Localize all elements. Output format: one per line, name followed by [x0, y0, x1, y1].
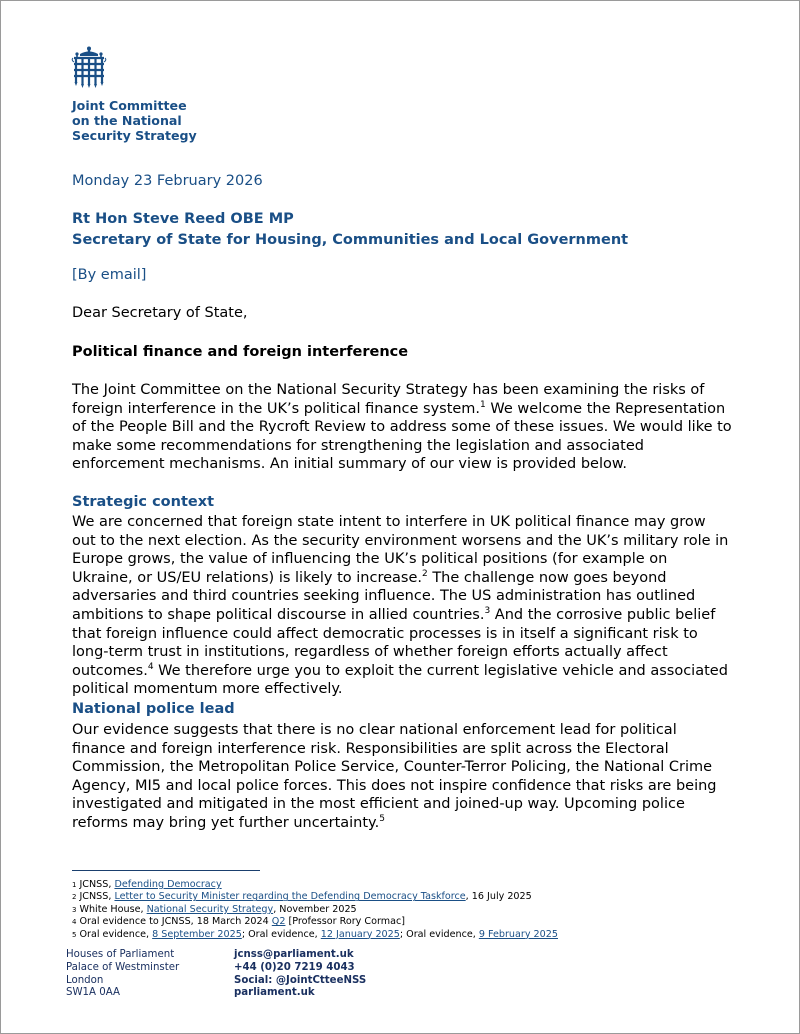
footnote-link[interactable]: Defending Democracy: [114, 879, 222, 890]
address-line: London: [66, 974, 104, 986]
section-heading-national-police-lead: National police lead: [72, 701, 235, 717]
committee-line: on the National: [72, 113, 182, 128]
footnote-text: ; Oral evidence,: [399, 928, 479, 940]
paragraph-text: Our evidence suggests that there is no clear national enforcement lead for political finance and foreign interference risk. Responsibilities are split across the Electoral Commission, the Metropolitan Police Service, Counter-Terror Policing, the National Crime Agency, MI5 and local police forces. This does not inspire confidence that risks are being investigated and mitigated in the most efficient and joined-up way. Upcoming police reforms may bring yet further uncertainty.: [72, 722, 717, 831]
footnote-link[interactable]: 9 February 2025: [478, 928, 558, 940]
footnote-number: 1: [72, 881, 77, 889]
paragraph-text: The challenge now goes beyond adversaries and third countries seeking influence. The US administration has outlined ambitions to shape political discourse in allied countries.: [72, 569, 696, 623]
footnote-ref[interactable]: 5: [379, 814, 385, 825]
intro-paragraph: [72, 381, 732, 474]
contact-details: [234, 949, 366, 1000]
footnote-divider: [72, 870, 260, 871]
paragraph-text: We are concerned that foreign state intent to interfere in UK political finance may grow out to the next election. As the security environment worsens and the UK’s military role in Europe grows, the value of influencing the UK’s political positions (for example on Ukraine, or US/EU relations) is likely to increase.: [72, 514, 729, 586]
salutation: Dear Secretary of State,: [72, 305, 248, 321]
footnote-item: [72, 891, 732, 903]
delivery-method: [By email]: [72, 267, 147, 283]
paragraph-text: The Joint Committee on the National Security Strategy has been examining the risks of foreign interference in the UK’s political finance system.: [72, 382, 705, 417]
footnote-text: , November 2025: [273, 903, 357, 915]
strategic-context-paragraph: [72, 513, 732, 699]
footnote-text: ; Oral evidence,: [241, 928, 321, 940]
footnote-number: 5: [72, 930, 77, 939]
footnote-ref[interactable]: 2: [421, 568, 428, 579]
contact-email[interactable]: jcnss@parliament.uk: [234, 949, 354, 960]
contact-phone: +44 (0)20 7219 4043: [234, 961, 355, 973]
footnotes: [72, 879, 732, 941]
recipient-title: Secretary of State for Housing, Communities and Local Government: [72, 232, 629, 248]
letter-subject: Political finance and foreign interference: [72, 344, 409, 360]
footnote-ref[interactable]: 3: [484, 606, 491, 617]
footnote-text: JCNSS,: [79, 879, 115, 890]
footnote-link[interactable]: 8 September 2025: [152, 928, 242, 940]
contact-social: Social: @JointCtteeNSS: [234, 974, 367, 986]
footnote-text: White House,: [79, 903, 147, 915]
contact-website[interactable]: parliament.uk: [234, 987, 315, 999]
footnote-number: 4: [72, 918, 77, 927]
address-line: SW1A 0AA: [66, 987, 120, 999]
footnote-ref[interactable]: 4: [147, 661, 154, 672]
footnote-text: [Professor Rory Cormac]: [285, 916, 405, 928]
national-police-lead-paragraph: [72, 721, 732, 833]
portcullis-icon: [71, 46, 107, 90]
committee-name: [72, 98, 197, 143]
footnote-text: Oral evidence,: [79, 928, 153, 940]
committee-line: Joint Committee: [72, 98, 187, 113]
footnote-link[interactable]: 12 January 2025: [320, 928, 400, 940]
footnote-link[interactable]: National Security Strategy: [146, 903, 274, 915]
footnote-link[interactable]: Letter to Security Minister regarding the Defending Democracy Taskforce: [114, 891, 466, 903]
recipient-name: Rt Hon Steve Reed OBE MP: [72, 211, 294, 227]
section-heading-strategic-context: Strategic context: [72, 494, 214, 510]
committee-line: Security Strategy: [72, 128, 197, 143]
paragraph-text: We welcome the Representation of the People Bill and the Rycroft Review to address some of these issues. We would like to make some recommendations for strengthening the legislation and associated enforcement mechanisms. An initial summary of our view is provided below.: [72, 400, 732, 473]
letter-date: Monday 23 February 2026: [72, 173, 263, 189]
footnote-text: , 16 July 2025: [465, 891, 532, 903]
recipient-block: [72, 209, 732, 251]
address-line: Palace of Westminster: [66, 961, 180, 973]
paragraph-text: We therefore urge you to exploit the current legislative vehicle and associated political momentum more effectively.: [72, 662, 728, 698]
footnote-text: Oral evidence to JCNSS, 18 March 2024: [79, 916, 272, 928]
footnote-number: 3: [72, 905, 77, 914]
footnote-number: 2: [72, 893, 77, 902]
postal-address: [66, 949, 179, 1000]
footnote-item: [72, 879, 732, 891]
footnote-text: JCNSS,: [79, 891, 115, 903]
address-line: Houses of Parliament: [66, 949, 175, 960]
footnote-ref[interactable]: 1: [480, 399, 486, 410]
footnote-item: [72, 916, 732, 928]
footnote-item: [72, 904, 732, 916]
paragraph-text: And the corrosive public belief that foreign influence could affect democratic processes is in itself a significant risk to long-term trust in institutions, regardless of whether foreign efforts actually affect outcomes.: [72, 606, 716, 679]
footnote-link[interactable]: Q2: [271, 916, 286, 928]
footnote-item: [72, 929, 732, 941]
